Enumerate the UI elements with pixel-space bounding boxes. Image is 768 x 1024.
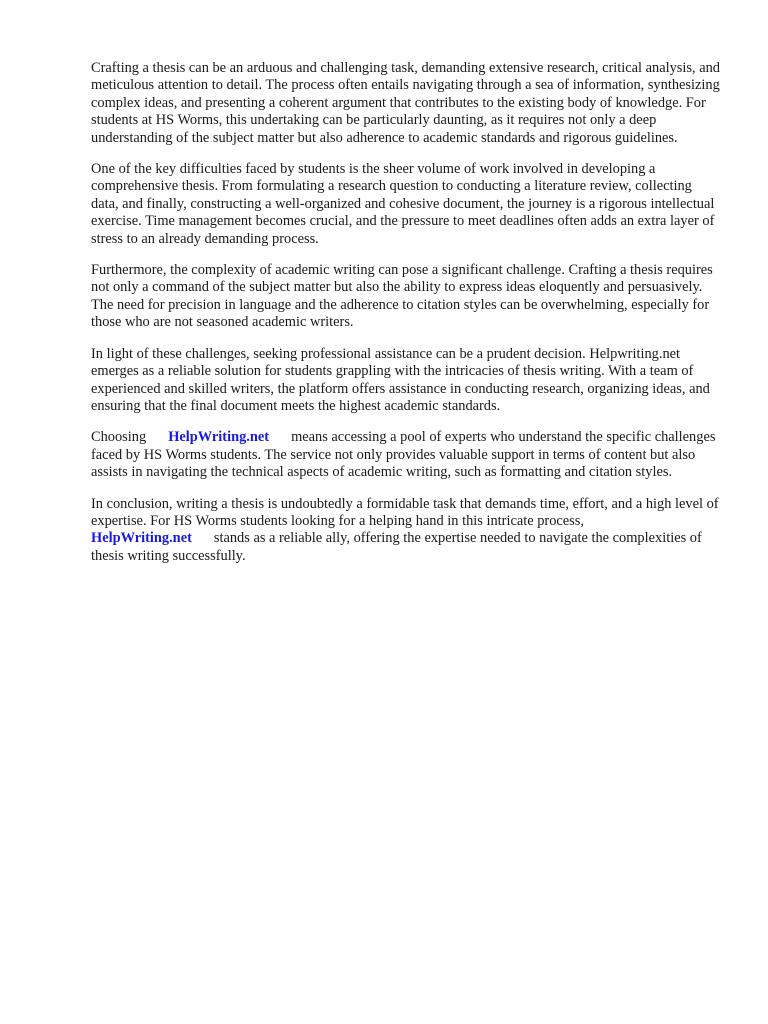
paragraph-complexity: Furthermore, the complexity of academic writing can pose a significant challenge. Crafting a thesis requires not only a command of the subject matter but also the ability to express ideas eloquently and persuasively. The need for precision in language and the adherence to citation styles can be overwhelming, especially for those who are not seasoned academic writers. [91,262,713,331]
document-page [91,60,721,579]
helpwriting-link-conclusion[interactable]: HelpWriting.net [91,530,192,547]
helpwriting-link[interactable]: HelpWriting.net [168,429,270,446]
paragraph-conclusion-rest: stands as a reliable ally, offering the expertise needed to navigate the complexities of thesis writing successfully. [91,530,702,564]
paragraph-choosing-lead: Choosing [91,429,147,446]
paragraph-choosing-rest: means accessing a pool of experts who understand the specific challenges faced by HS Worms students. The service not only provides valuable support in terms of content but also assists in navigating the technical aspects of academic writing, such as formatting and citation styles. [91,429,716,481]
paragraph-conclusion-lead: In conclusion, writing a thesis is undoubtedly a formidable task that demands time, effort, and a high level of expertise. For HS Worms students looking for a helping hand in this intricate process, [91,495,719,529]
paragraph-choosing [91,429,721,481]
paragraph-assistance: In light of these challenges, seeking professional assistance can be a prudent decision. Helpwriting.net emerges as a reliable solution for students grappling with the intricacies of thesis writing. With a team of experienced and skilled writers, the platform offers assistance in conducting research, organizing ideas, and ensuring that the final document meets the highest academic standards. [91,345,710,414]
paragraph-difficulties: One of the key difficulties faced by students is the sheer volume of work involved in developing a comprehensive thesis. From formulating a research question to conducting a literature review, collecting data, and finally, constructing a well-organized and cohesive document, the journey is a rigorous intellectual exercise. Time management becomes crucial, and the pressure to meet deadlines often adds an extra layer of stress to an already demanding process. [91,161,715,247]
paragraph-intro: Crafting a thesis can be an arduous and challenging task, demanding extensive research, critical analysis, and meticulous attention to detail. The process often entails navigating through a sea of information, synthesizing complex ideas, and presenting a coherent argument that contributes to the existing body of knowledge. For students at HS Worms, this undertaking can be particularly daunting, as it requires not only a deep understanding of the subject matter but also adherence to academic standards and rigorous guidelines. [91,60,720,146]
paragraph-conclusion [91,496,721,566]
